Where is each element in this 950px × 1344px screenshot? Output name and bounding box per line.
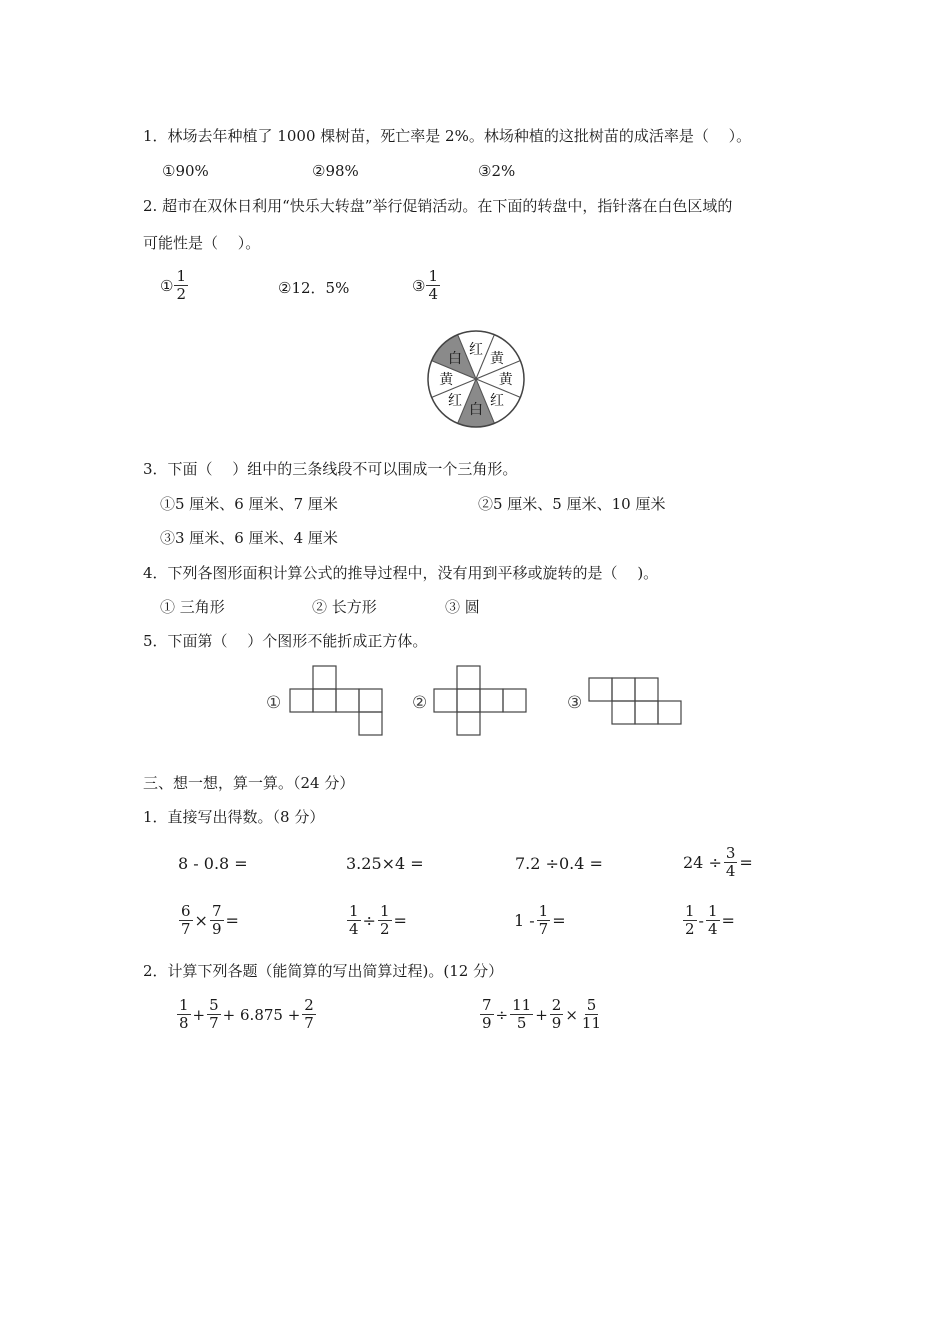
cube-net-3 xyxy=(589,678,681,724)
wheel-label: 红 xyxy=(447,393,462,410)
q1-option-2: ②98% xyxy=(312,162,359,180)
calc-r1-e1: 8 - 0.8 = xyxy=(178,854,248,873)
fraction: $\frac{1}{4}$ xyxy=(349,902,359,938)
calc-r1-e3: 7.2 ÷0.4 = xyxy=(515,854,603,873)
calc-r2-e4: $\frac{1}{2}$ - $\frac{1}{4}$ = xyxy=(685,902,735,938)
calc-r2-e1: $\frac{6}{7}$ × $\frac{7}{9}$ = xyxy=(181,902,239,938)
q1-option-1: ①90% xyxy=(162,162,209,180)
fraction: $\frac{1}{2}$ xyxy=(176,267,186,303)
q4-option-2: ② 长方形 xyxy=(312,598,377,616)
q1-option-3: ③2% xyxy=(478,162,516,180)
wheel-label: 红 xyxy=(490,393,505,410)
q3-text: 3．下面（ ）组中的三条线段不可以围成一个三角形。 xyxy=(143,460,518,478)
wheel-label: 黄 xyxy=(498,372,513,388)
cube-net-2 xyxy=(434,666,526,735)
net-label-3: ③ xyxy=(567,693,583,713)
fraction: $\frac{1}{2}$ xyxy=(685,902,695,938)
fraction: $\frac{5}{11}$ xyxy=(581,996,602,1032)
section3-sub2: 2．计算下列各题（能简算的写出简算过程)。(12 分） xyxy=(143,962,504,980)
cube-nets xyxy=(262,660,692,744)
section3-title: 三、想一想，算一算。（24 分） xyxy=(143,774,355,792)
wheel-label: 白 xyxy=(447,350,462,367)
fraction: $\frac{7}{9}$ xyxy=(482,996,492,1032)
fraction: $\frac{1}{4}$ xyxy=(428,267,438,303)
fraction: $\frac{7}{9}$ xyxy=(211,902,222,938)
fraction: $\frac{1}{2}$ xyxy=(379,902,390,938)
fraction: $\frac{6}{7}$ xyxy=(181,902,191,938)
section3-sub1: 1．直接写出得数。（8 分） xyxy=(143,808,325,826)
wheel-label: 红 xyxy=(469,342,483,359)
calc-expression-1: $\frac{1}{8}$ + $\frac{5}{7}$ + 6.875 + $\frac{2}{7}$ xyxy=(179,996,314,1032)
q4-text: 4．下列各图形面积计算公式的推导过程中，没有用到平移或旋转的是（ )。 xyxy=(143,564,659,582)
calc-r1-e4: 24 ÷ $\frac{3}{4}$ = xyxy=(683,844,753,880)
q2-option-3: ③ $\frac{1}{4}$ xyxy=(412,267,438,303)
fraction: $\frac{1}{8}$ xyxy=(179,996,189,1032)
fraction: $\frac{2}{9}$ xyxy=(551,996,562,1032)
calc-expression-2: $\frac{7}{9}$ ÷ $\frac{11}{5}$ + $\frac{2}{9}$ × $\frac{5}{11}$ xyxy=(482,996,602,1032)
wheel-label: 黄 xyxy=(439,372,454,388)
wheel-label: 黄 xyxy=(490,350,505,367)
q3-option-2: ②5 厘米、5 厘米、10 厘米 xyxy=(478,495,666,513)
q3-option-1: ①5 厘米、6 厘米、7 厘米 xyxy=(160,495,338,513)
fraction: $\frac{3}{4}$ xyxy=(725,844,736,880)
net-label-2: ② xyxy=(412,693,428,713)
spinner-wheel xyxy=(424,327,528,431)
q4-option-1: ① 三角形 xyxy=(160,598,225,616)
q2-text-line1: 2. 超市在双休日利用“快乐大转盘”举行促销活动。在下面的转盘中，指针落在白色区域的 xyxy=(143,197,733,215)
q3-option-3: ③3 厘米、6 厘米、4 厘米 xyxy=(160,529,338,547)
wheel-label: 白 xyxy=(469,401,483,418)
fraction: $\frac{2}{7}$ xyxy=(304,996,314,1032)
cube-net-1 xyxy=(290,666,382,735)
q2-option-2: ②12．5% xyxy=(278,279,350,297)
fraction: $\frac{5}{7}$ xyxy=(209,996,219,1032)
q2-text-line2: 可能性是（ ）。 xyxy=(143,234,261,252)
calc-r2-e2: $\frac{1}{4}$ ÷ $\frac{1}{2}$ = xyxy=(349,902,407,938)
fraction: $\frac{11}{5}$ xyxy=(512,996,532,1032)
q1-text: 1．林场去年种植了 1000 棵树苗，死亡率是 2%。林场种植的这批树苗的成活率是（ ）。 xyxy=(143,127,752,145)
calc-r2-e3: 1 - $\frac{1}{7}$ = xyxy=(514,902,566,938)
q5-text: 5．下面第（ ）个图形不能折成正方体。 xyxy=(143,632,428,650)
fraction: $\frac{1}{4}$ xyxy=(707,902,718,938)
fraction: $\frac{1}{7}$ xyxy=(538,902,549,938)
q2-option-1: ① $\frac{1}{2}$ xyxy=(160,267,186,303)
calc-r1-e2: 3.25×4 = xyxy=(346,854,424,873)
q4-option-3: ③ 圆 xyxy=(445,598,480,616)
net-label-1: ① xyxy=(266,693,282,713)
